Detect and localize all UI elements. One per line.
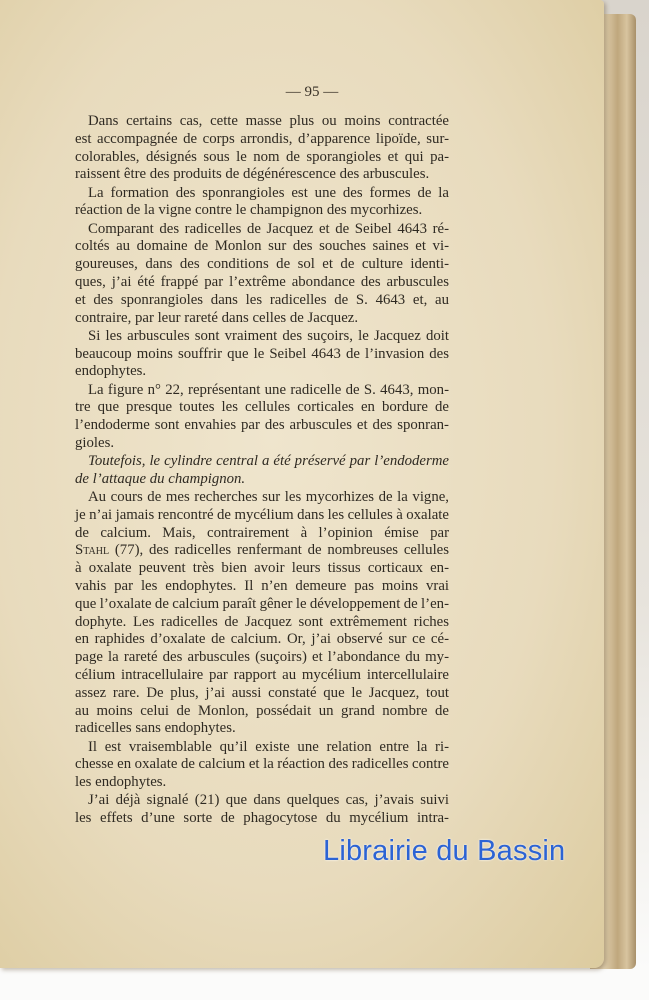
text-line: que l’oxalate de calcium paraît gêner le développement de l’en- — [75, 595, 449, 612]
text-line: Il est vraisemblable qu’il existe une relation entre la ri- — [88, 738, 449, 755]
text-line: ques, j’ai été frappé par l’extrême abondance des arbuscules — [75, 273, 449, 290]
text-line: Dans certains cas, cette masse plus ou moins contractée — [88, 113, 449, 129]
body-text — [75, 113, 449, 828]
text-line: les endophytes. — [75, 774, 167, 791]
text-line: et des sponrangioles dans les radicelles de S. 4643 et, au — [75, 291, 449, 308]
text-line: beaucoup moins souffrir que le Seibel 4643 de l’invasion des — [75, 345, 449, 362]
text-line: dophyte. Les radicelles de Jacquez sont extrêmement riches — [75, 613, 449, 630]
text-line: colorables, désignés sous le nom de sporangioles et qui pa- — [75, 148, 449, 165]
text-line: La figure n° 22, représentant une radicelle de S. 4643, mon- — [88, 381, 449, 398]
text-line: célium intracellulaire par rapport au mycélium intercellulaire — [75, 667, 449, 684]
text-line: goureuses, dans des conditions de sol et de culture identi- — [75, 256, 449, 273]
text-line: tre que presque toutes les cellules corticales en bordure de — [75, 399, 449, 416]
text-line: je n’ai jamais rencontré de mycélium dans les cellules à oxalate — [75, 506, 449, 523]
text-line-italic: de l’attaque du champignon. — [75, 470, 246, 487]
text-line: chesse en oxalate de calcium et la réaction des radicelles contre — [75, 756, 449, 773]
text-line: Si les arbuscules sont vraiment des suçoirs, le Jacquez doit — [88, 327, 449, 344]
text-line: est accompagnée de corps arrondis, d’apparence lipoïde, sur- — [75, 130, 449, 147]
author-name: Stahl — [75, 542, 110, 559]
text-line: l’endoderme sont envahies par des arbuscules et des sponran- — [75, 417, 449, 434]
text-line — [75, 542, 449, 560]
text-line: à oxalate peuvent très bien avoir leurs tissus corticaux en- — [75, 560, 449, 577]
text-line: J’ai déjà signalé (21) que dans quelques cas, j’avais suivi — [88, 792, 449, 809]
text-line: Au cours de mes recherches sur les mycorhizes de la vigne, — [88, 489, 449, 506]
text-line: assez rare. De plus, j’ai aussi constaté que le Jacquez, tout — [75, 684, 449, 701]
text-line: contraire, par leur rareté dans celles de Jacquez. — [75, 309, 359, 326]
text-line: gioles. — [75, 434, 115, 451]
text-line: coltés au domaine de Monlon sur des souches saines et vi- — [75, 238, 449, 255]
text-line: les effets d’une sorte de phagocytose du mycélium intra- — [75, 810, 449, 827]
text-line: page la rareté des arbuscules (suçoirs) et l’abondance du my- — [75, 649, 449, 666]
text-line: radicelles sans endophytes. — [75, 720, 236, 737]
text-line: endophytes. — [75, 363, 147, 380]
text-line: de calcium. Mais, contrairement à l’opinion émise par — [75, 524, 449, 541]
watermark: Librairie du Bassin — [323, 835, 566, 867]
text-line: au moins celui de Monlon, possédait un grand nombre de — [75, 702, 449, 719]
text-line: en raphides d’oxalate de calcium. Or, j’ai observé sur ce cé- — [75, 631, 449, 648]
text-line: raissent être des produits de dégénérescence des arbuscules. — [75, 166, 430, 183]
text-line: réaction de la vigne contre le champignon des mycorhizes. — [75, 202, 423, 219]
text-line-italic: Toutefois, le cylindre central a été préservé par l’endoderme — [88, 453, 449, 470]
text-line: Comparant des radicelles de Jacquez et de Seibel 4643 ré- — [88, 220, 449, 237]
text-line: vahis par les endophytes. Il n’en demeure pas moins vrai — [75, 578, 449, 595]
text-line: La formation des sponrangioles est une des formes de la — [88, 184, 449, 201]
page-number: — 95 — — [285, 84, 339, 100]
text-line-rest: (77), des radicelles renfermant de nombreuses cellules — [114, 542, 450, 559]
